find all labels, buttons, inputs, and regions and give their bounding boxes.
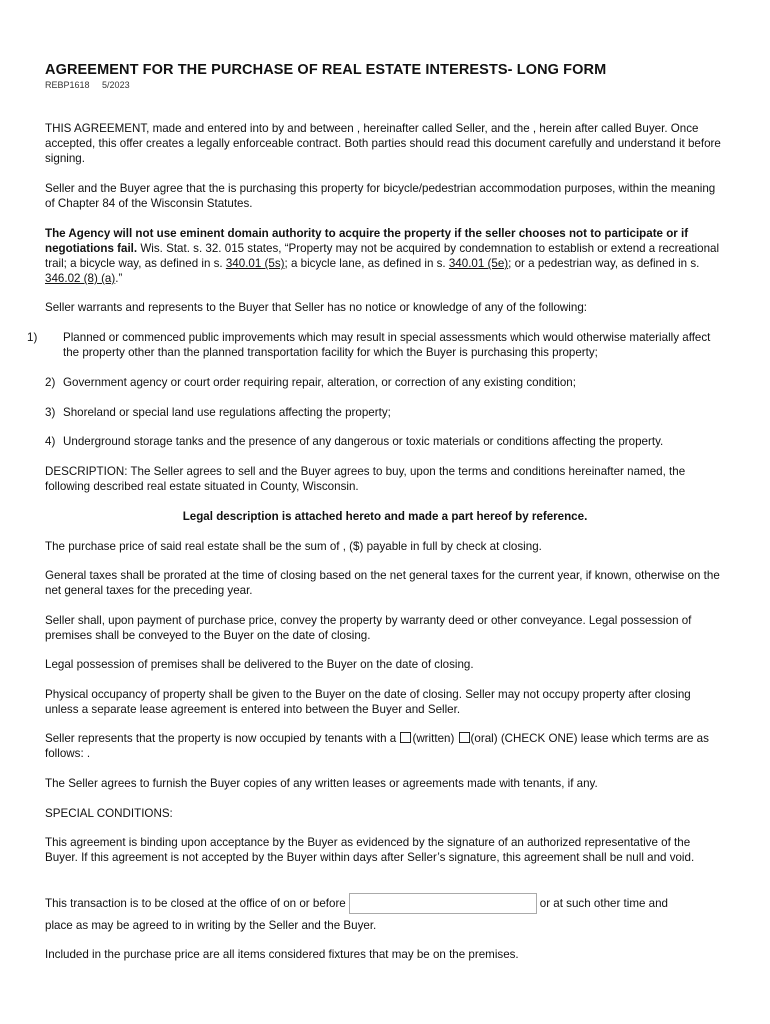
list-item-number: 1) bbox=[27, 331, 38, 344]
parties-paragraph: THIS AGREEMENT, made and entered into by and between , hereinafter called Seller, and the , herein after called Buyer. Once accepted, this offer creates a legally enforceable contract. Both parties should read this document carefully and understand it before signing. bbox=[45, 122, 721, 165]
list-item-text: Shoreland or special land use regulations affecting the property; bbox=[63, 406, 391, 419]
closing-paragraph bbox=[45, 893, 725, 937]
list-item-number: 3) bbox=[45, 406, 56, 419]
special-conditions-heading: SPECIAL CONDITIONS: bbox=[45, 807, 173, 820]
list-item-text: Underground storage tanks and the presence of any dangerous or toxic materials or conditions affecting the property. bbox=[63, 435, 664, 448]
list-item-text: Government agency or court order requiring repair, alteration, or correction of any existing condition; bbox=[63, 376, 576, 389]
statute-text-b: ; a bicycle lane, as defined in s. bbox=[284, 257, 449, 270]
purchase-price-paragraph: The purchase price of said real estate shall be the sum of , ($) payable in full by check at closing. bbox=[45, 540, 542, 553]
list-item bbox=[45, 434, 725, 449]
tenants-text: Seller represents that the property is now occupied by tenants with a bbox=[45, 732, 400, 745]
statute-link-340-01-5s[interactable]: 340.01 (5s) bbox=[225, 257, 285, 270]
possession-paragraph: Legal possession of premises shall be delivered to the Buyer on the date of closing. bbox=[45, 658, 474, 671]
binding-paragraph: This agreement is binding upon acceptance by the Buyer as evidenced by the signature of an authorized representative of the Buyer. If this agreement is not accepted by the Buyer within days after Seller’s signature, this agreement shall be null and void. bbox=[45, 836, 695, 864]
closing-text-a: This transaction is to be closed at the office of on or before bbox=[45, 897, 346, 910]
closing-text-c: place as may be agreed to in writing by the Seller and the Buyer. bbox=[45, 919, 377, 932]
closing-text-b: or at such other time and bbox=[539, 897, 669, 910]
list-item bbox=[45, 375, 725, 390]
statute-link-340-01-5e[interactable]: 340.01 (5e) bbox=[448, 257, 509, 270]
purpose-paragraph: Seller and the Buyer agree that the is purchasing this property for bicycle/pedestrian accommodation purposes, within the meaning of Chapter 84 of the Wisconsin Statutes. bbox=[45, 182, 716, 210]
oral-lease-checkbox[interactable] bbox=[459, 732, 470, 743]
tenants-paragraph bbox=[45, 731, 725, 761]
conveyance-paragraph: Seller shall, upon payment of purchase price, convey the property by warranty deed or other conveyance. Legal possession of premises shall be conveyed to the Buyer on the date of closing. bbox=[45, 614, 692, 642]
form-number: REBP1618 bbox=[45, 80, 90, 90]
form-number-line bbox=[45, 80, 130, 90]
form-date: 5/2023 bbox=[102, 80, 130, 90]
statute-text-d: .” bbox=[115, 272, 123, 285]
legal-description-note: Legal description is attached hereto and made a part hereof by reference. bbox=[182, 510, 588, 523]
list-item-number: 2) bbox=[45, 376, 56, 389]
document-title: AGREEMENT FOR THE PURCHASE OF REAL ESTATE INTERESTS- LONG FORM bbox=[45, 62, 607, 78]
eminent-domain-paragraph bbox=[45, 226, 725, 286]
oral-lease-label: (oral) (CHECK ONE) lease which terms are as follows: . bbox=[45, 732, 709, 760]
taxes-paragraph: General taxes shall be prorated at the time of closing based on the net general taxes for the current year, if known, otherwise on the net general taxes for the preceding year. bbox=[45, 569, 720, 597]
statute-link-346-02[interactable]: 346.02 (8) (a) bbox=[45, 272, 116, 285]
written-lease-label: (written) bbox=[412, 732, 458, 745]
description-paragraph: DESCRIPTION: The Seller agrees to sell and the Buyer agrees to buy, upon the terms and conditions hereinafter named, the following described real estate situated in County, Wisconsin. bbox=[45, 465, 686, 493]
warranty-paragraph: Seller warrants and represents to the Buyer that Seller has no notice or knowledge of any of the following: bbox=[45, 301, 587, 314]
fixtures-paragraph: Included in the purchase price are all items considered fixtures that may be on the premises. bbox=[45, 948, 519, 961]
list-item-text: Planned or commenced public improvements which may result in special assessments which would otherwise materially affect the property other than the planned transportation facility for which the Buyer is purchasing this property; bbox=[63, 331, 711, 359]
leases-paragraph: The Seller agrees to furnish the Buyer copies of any written leases or agreements made with tenants, if any. bbox=[45, 777, 598, 790]
occupancy-paragraph: Physical occupancy of property shall be given to the Buyer on the date of closing. Seller may not occupy property after closing unless a separate lease agreement is entered into between the Buyer and Seller. bbox=[45, 688, 691, 716]
statute-text-c: ; or a pedestrian way, as defined in s. bbox=[508, 257, 700, 270]
closing-date-field[interactable] bbox=[349, 893, 537, 914]
eminent-domain-bold: The Agency will not use eminent domain authority to acquire the property if the seller chooses not to participate or if negotiations fail. bbox=[45, 227, 689, 255]
written-lease-checkbox[interactable] bbox=[400, 732, 411, 743]
statute-text-a: Wis. Stat. s. 32. 015 states, “Property may not be acquired by condemnation to establish or extend a recreational trail; a bicycle way, as defined in s. bbox=[45, 242, 720, 270]
list-item bbox=[45, 405, 725, 420]
list-item-number: 4) bbox=[45, 435, 56, 448]
list-item bbox=[27, 330, 725, 360]
